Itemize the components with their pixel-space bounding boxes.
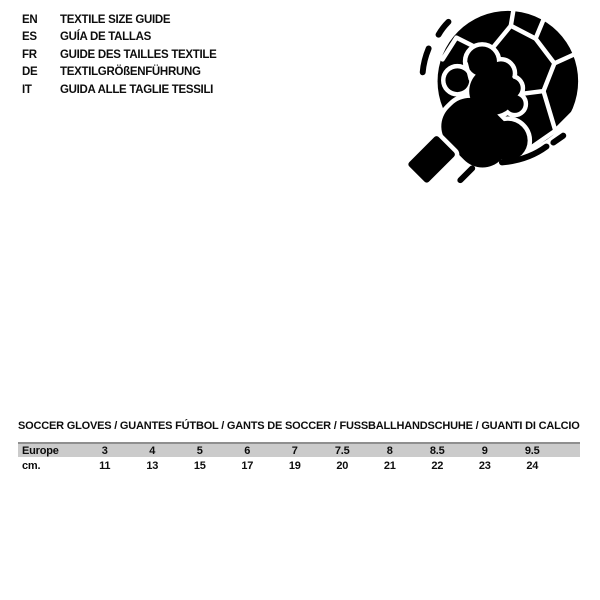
- language-row: [22, 64, 217, 82]
- language-guide-label: TEXTILE SIZE GUIDE: [60, 13, 171, 26]
- size-value-cell: 19: [288, 459, 301, 472]
- language-code: DE: [22, 66, 38, 79]
- row-label: Europe: [22, 444, 59, 457]
- size-value-cell: 17: [241, 459, 254, 472]
- size-value-cell: 22: [431, 459, 444, 472]
- size-value-cell: 7: [291, 444, 298, 457]
- size-value-cell: 7.5: [334, 444, 350, 457]
- language-code: EN: [22, 13, 38, 26]
- size-value-cell: 23: [478, 459, 491, 472]
- language-row: [22, 29, 217, 47]
- goalkeeper-glove-ball-icon: [398, 2, 588, 200]
- size-table-section: [18, 420, 580, 474]
- size-value-cell: 13: [146, 459, 159, 472]
- size-value-cell: 8: [386, 444, 393, 457]
- language-row: [22, 11, 217, 29]
- size-table-row: [18, 457, 580, 474]
- language-guide-label: GUIDE DES TAILLES TEXTILE: [60, 48, 217, 61]
- row-label: cm.: [22, 459, 41, 472]
- size-value-cell: 6: [244, 444, 251, 457]
- size-value-cell: 3: [101, 444, 108, 457]
- language-code: ES: [22, 31, 37, 44]
- size-value-cell: 9: [481, 444, 488, 457]
- size-value-cell: 21: [383, 459, 396, 472]
- language-guide-list: [22, 11, 217, 99]
- language-code: IT: [22, 83, 32, 96]
- size-value-cell: 11: [99, 459, 111, 472]
- size-value-cell: 9.5: [524, 444, 540, 457]
- language-row: [22, 81, 217, 99]
- glove-cuff: [407, 135, 456, 184]
- size-value-cell: 4: [149, 444, 156, 457]
- size-table: [18, 442, 580, 474]
- language-guide-label: GUÍA DE TALLAS: [60, 31, 151, 44]
- size-table-title: SOCCER GLOVES / GUANTES FÚTBOL / GANTS DE SOCCER / FUSSBALLHANDSCHUHE / GUANTI DI CALCIO: [18, 420, 580, 432]
- size-table-header-row: [18, 442, 580, 457]
- size-value-cell: 8.5: [429, 444, 445, 457]
- language-row: [22, 46, 217, 64]
- size-value-cell: 5: [196, 444, 203, 457]
- language-guide-label: GUIDA ALLE TAGLIE TESSILI: [60, 83, 214, 96]
- size-value-cell: 15: [193, 459, 206, 472]
- language-guide-label: TEXTILGRÖßENFÜHRUNG: [60, 66, 201, 79]
- goalkeeper-glove-ball-svg: [398, 2, 588, 200]
- language-code: FR: [22, 48, 37, 61]
- size-value-cell: 24: [526, 459, 539, 472]
- size-value-cell: 20: [336, 459, 349, 472]
